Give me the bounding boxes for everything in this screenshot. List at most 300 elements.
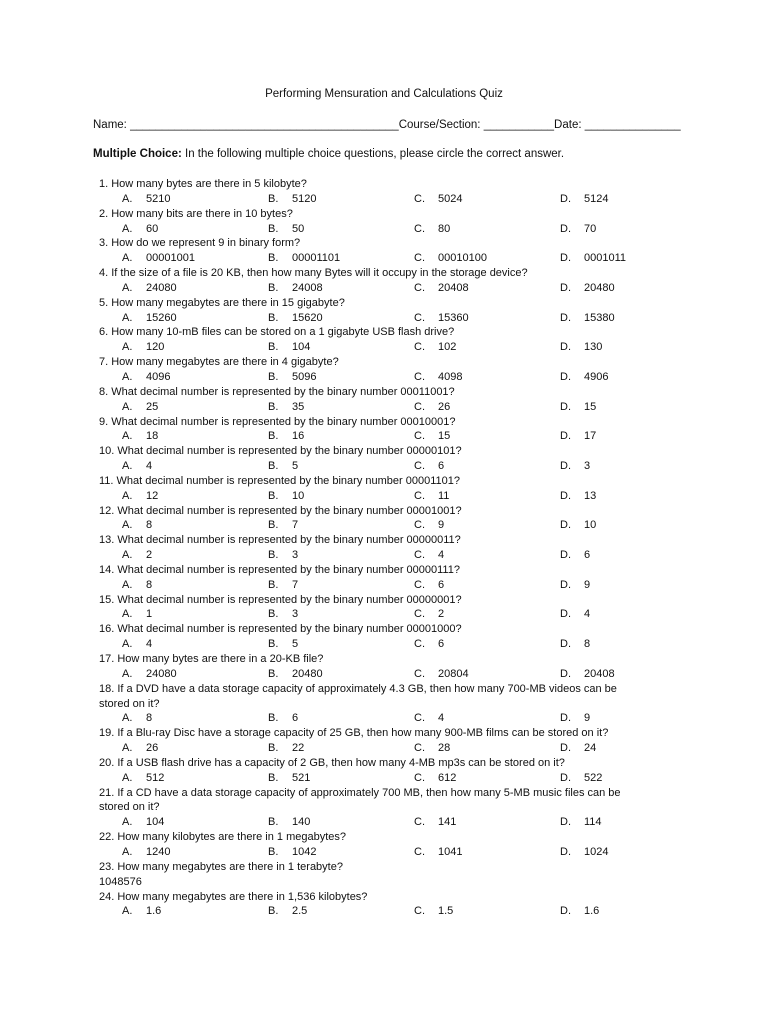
answer-option[interactable]	[122, 281, 177, 296]
answer-options-row	[0, 667, 768, 682]
option-letter: B.	[268, 845, 279, 858]
option-value: 5210	[146, 192, 171, 205]
option-letter: D.	[560, 400, 571, 413]
option-value: 17	[584, 430, 597, 443]
option-value: 104	[292, 341, 311, 354]
option-value: 26	[146, 742, 159, 755]
answer-option[interactable]	[414, 518, 444, 533]
answer-options-row	[0, 815, 768, 830]
answer-option[interactable]	[122, 904, 161, 919]
question-text: 23. How many megabytes are there in 1 terabyte?	[99, 860, 343, 873]
answer-option[interactable]	[268, 771, 310, 786]
option-value: 140	[292, 816, 311, 829]
answer-option[interactable]	[268, 578, 298, 593]
option-value: 24080	[146, 667, 177, 680]
option-letter: B.	[268, 370, 279, 383]
option-letter: B.	[268, 578, 279, 591]
option-letter: A.	[122, 519, 133, 532]
answer-option[interactable]	[268, 518, 298, 533]
question-text: 17. How many bytes are there in a 20-KB file?	[99, 653, 324, 665]
option-letter: D.	[560, 712, 571, 725]
option-value: 15	[438, 430, 451, 443]
question-text: 16. What decimal number is represented by the binary number 00001000?	[99, 623, 462, 636]
option-value: 15620	[292, 311, 323, 324]
answer-option[interactable]	[268, 340, 310, 355]
question-text-continued: stored on it?	[99, 801, 160, 814]
answer-option[interactable]	[560, 370, 608, 385]
answer-option[interactable]	[122, 370, 170, 385]
answer-options-row	[0, 370, 768, 385]
option-value: 120	[146, 341, 165, 354]
option-letter: A.	[122, 400, 133, 413]
answer-options-row	[0, 741, 768, 756]
written-answer: 1048576	[99, 875, 142, 888]
answer-option[interactable]	[122, 251, 195, 266]
option-value: 18	[146, 430, 159, 443]
option-letter: B.	[268, 400, 279, 413]
option-letter: D.	[560, 311, 571, 324]
answer-option[interactable]	[560, 281, 615, 296]
option-value: 3	[292, 549, 299, 562]
answer-option[interactable]	[122, 311, 177, 326]
option-letter: B.	[268, 816, 279, 829]
option-value: 13	[584, 489, 597, 502]
option-letter: C.	[414, 400, 425, 413]
option-letter: C.	[414, 192, 425, 205]
option-letter: D.	[560, 578, 571, 591]
option-value: 00001001	[146, 252, 195, 265]
answer-options-row	[0, 459, 768, 474]
answer-option[interactable]	[268, 637, 298, 652]
option-letter: A.	[122, 771, 133, 784]
option-value: 24	[584, 742, 597, 755]
option-value: 6	[438, 638, 445, 651]
option-letter: B.	[268, 341, 279, 354]
answer-option[interactable]	[268, 845, 316, 860]
answer-options-row	[0, 222, 768, 237]
answer-option[interactable]	[560, 845, 608, 860]
option-value: 114	[584, 816, 602, 829]
question-text: 9. What decimal number is represented by the binary number 00010001?	[99, 415, 456, 428]
option-letter: D.	[560, 281, 571, 294]
answer-option[interactable]	[414, 429, 450, 444]
answer-option[interactable]	[414, 311, 469, 326]
option-letter: C.	[414, 771, 425, 784]
answer-option[interactable]	[122, 578, 152, 593]
answer-option[interactable]	[560, 667, 615, 682]
option-letter: D.	[560, 370, 571, 383]
question-text: 8. What decimal number is represented by the binary number 00011001?	[99, 385, 455, 398]
answer-option[interactable]	[268, 400, 304, 415]
option-value: 15	[584, 400, 597, 413]
answer-option[interactable]	[268, 429, 304, 444]
answer-option[interactable]	[560, 192, 608, 207]
answer-option[interactable]	[560, 222, 596, 237]
option-letter: A.	[122, 549, 133, 562]
option-letter: A.	[122, 845, 133, 858]
answer-option[interactable]	[122, 459, 152, 474]
answer-option[interactable]	[268, 370, 316, 385]
answer-option[interactable]	[268, 607, 298, 622]
answer-options-row	[0, 281, 768, 296]
option-letter: D.	[560, 222, 571, 235]
option-letter: A.	[122, 460, 133, 473]
option-value: 20804	[438, 667, 469, 680]
answer-option[interactable]	[414, 459, 444, 474]
answer-option[interactable]	[414, 815, 456, 830]
option-value: 26	[438, 400, 451, 413]
option-value: 16	[292, 430, 305, 443]
answer-options-row	[0, 518, 768, 533]
answer-option[interactable]	[560, 548, 590, 563]
answer-option[interactable]	[560, 771, 602, 786]
answer-option[interactable]	[560, 311, 615, 326]
option-value: 5	[292, 460, 299, 473]
answer-option[interactable]	[560, 518, 596, 533]
answer-option[interactable]	[122, 771, 164, 786]
answer-option[interactable]	[560, 578, 590, 593]
answer-option[interactable]	[560, 400, 596, 415]
answer-option[interactable]	[560, 607, 590, 622]
answer-option[interactable]	[560, 741, 596, 756]
option-value: 70	[584, 222, 597, 235]
option-letter: C.	[414, 430, 425, 443]
option-letter: D.	[560, 816, 571, 829]
answer-option[interactable]	[560, 711, 590, 726]
answer-option[interactable]	[414, 741, 450, 756]
option-value: 2	[438, 608, 445, 621]
answer-option[interactable]	[122, 667, 177, 682]
answer-option[interactable]	[122, 429, 158, 444]
option-letter: C.	[414, 489, 425, 502]
answer-option[interactable]	[122, 815, 164, 830]
option-letter: C.	[414, 608, 425, 621]
answer-option[interactable]	[122, 845, 170, 860]
question-list	[0, 177, 768, 919]
option-value: 2	[146, 549, 153, 562]
option-letter: C.	[414, 519, 425, 532]
option-value: 1041	[438, 845, 463, 858]
option-letter: B.	[268, 192, 279, 205]
answer-option[interactable]	[268, 281, 323, 296]
question-text: 7. How many megabytes are there in 4 gigabyte?	[99, 356, 339, 369]
question-text: 18. If a DVD have a data storage capacity of approximately 4.3 GB, then how many 700-MB videos can be	[99, 682, 617, 695]
option-value: 8	[146, 712, 153, 725]
answer-options-row	[0, 489, 768, 504]
option-value: 141	[438, 816, 457, 829]
option-letter: C.	[414, 638, 425, 651]
option-value: 20480	[584, 281, 615, 294]
answer-option[interactable]	[122, 741, 158, 756]
answer-option[interactable]	[268, 904, 307, 919]
answer-option[interactable]	[122, 192, 170, 207]
option-value: 1240	[146, 845, 171, 858]
answer-options-row	[0, 400, 768, 415]
option-letter: D.	[560, 638, 571, 651]
option-value: 522	[584, 771, 603, 784]
question-text: 5. How many megabytes are there in 15 gigabyte?	[99, 296, 345, 309]
option-value: 00010100	[438, 252, 487, 265]
option-letter: A.	[122, 816, 133, 829]
option-letter: B.	[268, 311, 279, 324]
option-value: 8	[146, 578, 153, 591]
option-value: 130	[584, 341, 603, 354]
answer-option[interactable]	[414, 904, 453, 919]
option-letter: C.	[414, 578, 425, 591]
option-letter: B.	[268, 549, 279, 562]
answer-option[interactable]	[560, 429, 596, 444]
option-value: 1.6	[584, 905, 600, 918]
option-value: 9	[438, 519, 445, 532]
answer-option[interactable]	[122, 222, 158, 237]
answer-option[interactable]	[268, 489, 304, 504]
answer-option[interactable]	[414, 607, 444, 622]
option-letter: C.	[414, 549, 425, 562]
option-letter: B.	[268, 460, 279, 473]
option-value: 4098	[438, 370, 463, 383]
option-value: 22	[292, 742, 305, 755]
option-value: 1042	[292, 845, 317, 858]
option-value: 10	[584, 519, 597, 532]
option-value: 5024	[438, 192, 463, 205]
answer-options-row	[0, 429, 768, 444]
option-value: 1	[146, 608, 153, 621]
answer-option[interactable]	[122, 340, 164, 355]
answer-option[interactable]	[268, 548, 298, 563]
answer-options-row	[0, 251, 768, 266]
option-value: 512	[146, 771, 165, 784]
answer-options-row	[0, 845, 768, 860]
option-value: 80	[438, 222, 451, 235]
answer-option[interactable]	[122, 400, 158, 415]
option-value: 3	[292, 608, 299, 621]
answer-option[interactable]	[560, 637, 590, 652]
answer-options-row	[0, 771, 768, 786]
answer-option[interactable]	[414, 548, 444, 563]
option-letter: A.	[122, 370, 133, 383]
option-value: 4	[146, 638, 153, 651]
option-letter: D.	[560, 252, 571, 265]
option-value: 4	[146, 460, 153, 473]
option-letter: B.	[268, 222, 279, 235]
option-letter: B.	[268, 667, 279, 680]
answer-option[interactable]	[414, 578, 444, 593]
answer-option[interactable]	[414, 281, 469, 296]
option-value: 15260	[146, 311, 177, 324]
option-value: 2.5	[292, 905, 308, 918]
answer-option[interactable]	[268, 222, 304, 237]
option-value: 25	[146, 400, 159, 413]
answer-option[interactable]	[268, 251, 340, 266]
option-value: 1.5	[438, 905, 454, 918]
option-value: 60	[146, 222, 159, 235]
answer-option[interactable]	[560, 340, 602, 355]
option-value: 5096	[292, 370, 317, 383]
answer-options-row	[0, 311, 768, 326]
option-letter: D.	[560, 771, 571, 784]
answer-option[interactable]	[268, 741, 304, 756]
question-text: 10. What decimal number is represented by the binary number 00000101?	[99, 445, 462, 458]
answer-option[interactable]	[268, 815, 310, 830]
question-text: 3. How do we represent 9 in binary form?	[99, 237, 301, 250]
option-letter: D.	[560, 549, 571, 562]
answer-option[interactable]	[414, 222, 450, 237]
answer-option[interactable]	[414, 667, 469, 682]
option-value: 15360	[438, 311, 469, 324]
option-letter: D.	[560, 742, 571, 755]
answer-option[interactable]	[414, 400, 450, 415]
option-letter: C.	[414, 905, 425, 918]
answer-option[interactable]	[122, 637, 152, 652]
option-value: 612	[438, 771, 457, 784]
student-info-line: Name: __________________________________________Course/Section: ___________Date: _______________	[93, 119, 681, 131]
option-value: 35	[292, 400, 305, 413]
option-value: 104	[146, 816, 165, 829]
option-value: 7	[292, 578, 299, 591]
option-value: 50	[292, 222, 305, 235]
answer-options-row	[0, 904, 768, 919]
option-letter: C.	[414, 460, 425, 473]
option-letter: B.	[268, 712, 279, 725]
answer-options-row	[0, 637, 768, 652]
answer-option[interactable]	[414, 637, 444, 652]
answer-option[interactable]	[268, 711, 298, 726]
option-letter: D.	[560, 192, 571, 205]
option-value: 00001101	[292, 252, 341, 265]
option-letter: A.	[122, 712, 133, 725]
instructions	[93, 148, 564, 160]
option-value: 24080	[146, 281, 177, 294]
option-letter: C.	[414, 370, 425, 383]
option-value: 20408	[438, 281, 469, 294]
option-value: 4906	[584, 370, 609, 383]
answer-option[interactable]	[122, 489, 158, 504]
answer-option[interactable]	[414, 845, 462, 860]
option-value: 4	[438, 549, 445, 562]
answer-option[interactable]	[122, 607, 152, 622]
answer-option[interactable]	[268, 311, 323, 326]
question-text: 15. What decimal number is represented by the binary number 00000001?	[99, 593, 462, 606]
option-value: 6	[584, 549, 591, 562]
option-value: 5	[292, 638, 299, 651]
option-letter: C.	[414, 252, 425, 265]
question-text: 1. How many bytes are there in 5 kilobyte?	[99, 178, 307, 190]
question-text: 21. If a CD have a data storage capacity of approximately 700 MB, then how many 5-MB music files can be	[99, 786, 621, 799]
question-text: 12. What decimal number is represented by the binary number 00001001?	[99, 504, 462, 517]
option-value: 6	[438, 578, 445, 591]
answer-option[interactable]	[268, 667, 323, 682]
option-value: 15380	[584, 311, 615, 324]
option-letter: A.	[122, 192, 133, 205]
answer-option[interactable]	[560, 251, 626, 266]
answer-option[interactable]	[268, 192, 316, 207]
question-text: 14. What decimal number is represented by the binary number 00000111?	[99, 563, 460, 576]
answer-option[interactable]	[414, 711, 444, 726]
option-letter: D.	[560, 845, 571, 858]
answer-option[interactable]	[122, 711, 152, 726]
option-value: 10	[292, 489, 305, 502]
option-letter: B.	[268, 281, 279, 294]
option-letter: A.	[122, 667, 133, 680]
answer-option[interactable]	[560, 904, 599, 919]
option-value: 1.6	[146, 905, 162, 918]
page-title: Performing Mensuration and Calculations Quiz	[265, 88, 503, 100]
option-letter: D.	[560, 667, 571, 680]
question-text: 19. If a Blu-ray Disc have a storage capacity of 25 GB, then how many 900-MB films can be stored on it?	[99, 727, 609, 740]
answer-option[interactable]	[560, 459, 590, 474]
question-text: 13. What decimal number is represented by the binary number 00000011?	[99, 534, 461, 547]
answer-options-row	[0, 711, 768, 726]
option-letter: A.	[122, 341, 133, 354]
option-letter: B.	[268, 519, 279, 532]
option-value: 9	[584, 712, 591, 725]
option-letter: A.	[122, 608, 133, 621]
option-letter: B.	[268, 489, 279, 502]
option-letter: B.	[268, 905, 279, 918]
option-value: 28	[438, 742, 451, 755]
option-letter: B.	[268, 638, 279, 651]
option-letter: B.	[268, 430, 279, 443]
option-value: 12	[146, 489, 159, 502]
answer-option[interactable]	[414, 489, 449, 504]
answer-option[interactable]	[122, 548, 152, 563]
option-letter: A.	[122, 281, 133, 294]
option-value: 5124	[584, 192, 609, 205]
answer-option[interactable]	[560, 489, 596, 504]
answer-option[interactable]	[268, 459, 298, 474]
option-letter: C.	[414, 311, 425, 324]
answer-option[interactable]	[414, 771, 456, 786]
option-letter: C.	[414, 341, 425, 354]
option-letter: D.	[560, 608, 571, 621]
option-letter: B.	[268, 771, 279, 784]
option-letter: A.	[122, 252, 133, 265]
answer-option[interactable]	[414, 251, 487, 266]
option-letter: A.	[122, 742, 133, 755]
instructions-text: In the following multiple choice questions, please circle the correct answer.	[181, 148, 565, 160]
answer-option[interactable]	[414, 370, 462, 385]
question-text-continued: stored on it?	[99, 697, 160, 710]
answer-options-row	[0, 340, 768, 355]
option-letter: D.	[560, 519, 571, 532]
option-value: 4	[584, 608, 591, 621]
answer-option[interactable]	[122, 518, 152, 533]
option-value: 4096	[146, 370, 171, 383]
option-letter: B.	[268, 608, 279, 621]
answer-option[interactable]	[414, 340, 456, 355]
option-letter: D.	[560, 341, 571, 354]
option-letter: C.	[414, 222, 425, 235]
option-letter: D.	[560, 460, 571, 473]
option-letter: B.	[268, 252, 279, 265]
option-value: 24008	[292, 281, 323, 294]
answer-options-row	[0, 192, 768, 207]
answer-option[interactable]	[414, 192, 462, 207]
option-value: 6	[438, 460, 445, 473]
option-value: 4	[438, 712, 445, 725]
option-value: 102	[438, 341, 457, 354]
answer-options-row	[0, 578, 768, 593]
option-letter: B.	[268, 742, 279, 755]
question-text: 24. How many megabytes are there in 1,536 kilobytes?	[99, 890, 368, 903]
option-value: 11	[438, 489, 450, 502]
option-letter: A.	[122, 430, 133, 443]
answer-option[interactable]	[560, 815, 602, 830]
option-letter: A.	[122, 578, 133, 591]
instructions-label: Multiple Choice:	[93, 148, 182, 160]
question-text: 22. How many kilobytes are there in 1 megabytes?	[99, 831, 347, 844]
question-text: 20. If a USB flash drive has a capacity of 2 GB, then how many 4-MB mp3s can be stored on it?	[99, 756, 565, 769]
